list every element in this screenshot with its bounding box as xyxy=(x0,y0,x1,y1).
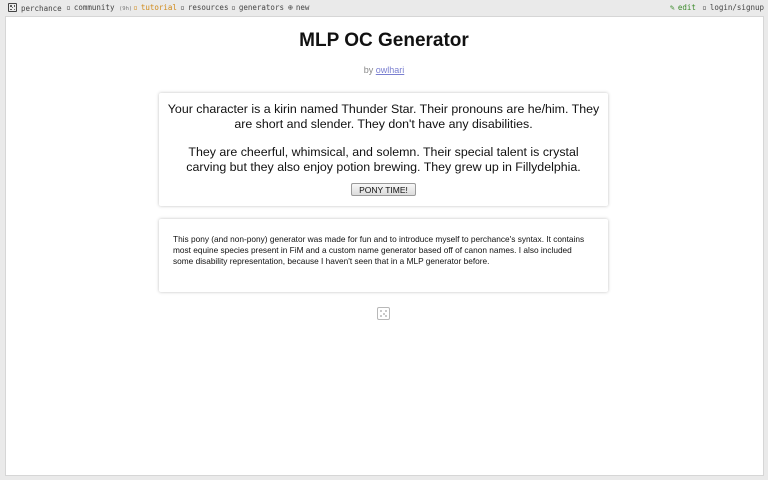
nav-community-link[interactable] xyxy=(66,3,132,12)
user-icon: ▫ xyxy=(702,3,707,12)
pencil-icon: ✎ xyxy=(670,3,675,12)
nav-generators-link[interactable] xyxy=(231,3,284,12)
nav-new-label: new xyxy=(295,3,310,12)
top-nav-bar xyxy=(0,0,768,16)
byline xyxy=(0,65,768,75)
plus-circle-icon: ⊕ xyxy=(288,3,293,12)
description-text: This pony (and non-pony) generator was made for fun and to introduce myself to perchance's syntax. It contains most equine species present in FiM and a custom name generator based off of canon names. I also included some disability representation, because I haven't seen that in a MLP generator before. xyxy=(173,234,585,266)
resources-icon: ▫ xyxy=(180,3,185,12)
nav-edit-label: edit xyxy=(677,3,696,12)
result-card xyxy=(159,93,608,206)
nav-home-link[interactable] xyxy=(8,3,62,13)
dice-footer-icon xyxy=(377,307,390,320)
nav-generators-label: generators xyxy=(238,3,284,12)
description-card xyxy=(159,219,608,292)
nav-community-label: community xyxy=(73,3,115,12)
generators-icon: ▫ xyxy=(231,3,236,12)
nav-new-link[interactable] xyxy=(288,3,309,12)
nav-login-label: login/signup xyxy=(709,3,765,12)
page-title: MLP OC Generator xyxy=(299,30,469,51)
nav-resources-label: resources xyxy=(187,3,229,12)
chat-icon: ▫ xyxy=(66,3,71,12)
nav-tutorial-link[interactable] xyxy=(133,3,177,12)
result-paragraph-1: Your character is a kirin named Thunder Star. Their pronouns are he/him. They are short and slender. They don't have any disabilities. xyxy=(167,102,600,131)
nav-login-link[interactable] xyxy=(702,3,764,12)
nav-edit-link[interactable] xyxy=(670,3,696,12)
nav-home-label: perchance xyxy=(21,4,62,13)
book-icon: ▫ xyxy=(133,3,138,12)
community-badge: (9h) xyxy=(118,6,133,12)
nav-tutorial-label: tutorial xyxy=(140,3,177,12)
author-link[interactable]: owlhari xyxy=(375,65,405,75)
pony-time-button[interactable]: PONY TIME! xyxy=(351,183,416,196)
byline-prefix: by xyxy=(363,65,374,75)
result-paragraph-2: They are cheerful, whimsical, and solemn. Their special talent is crystal carving but they also enjoy potion brewing. They grew up in Fillydelphia. xyxy=(186,145,581,174)
dice-logo-icon xyxy=(8,3,17,12)
nav-resources-link[interactable] xyxy=(180,3,228,12)
